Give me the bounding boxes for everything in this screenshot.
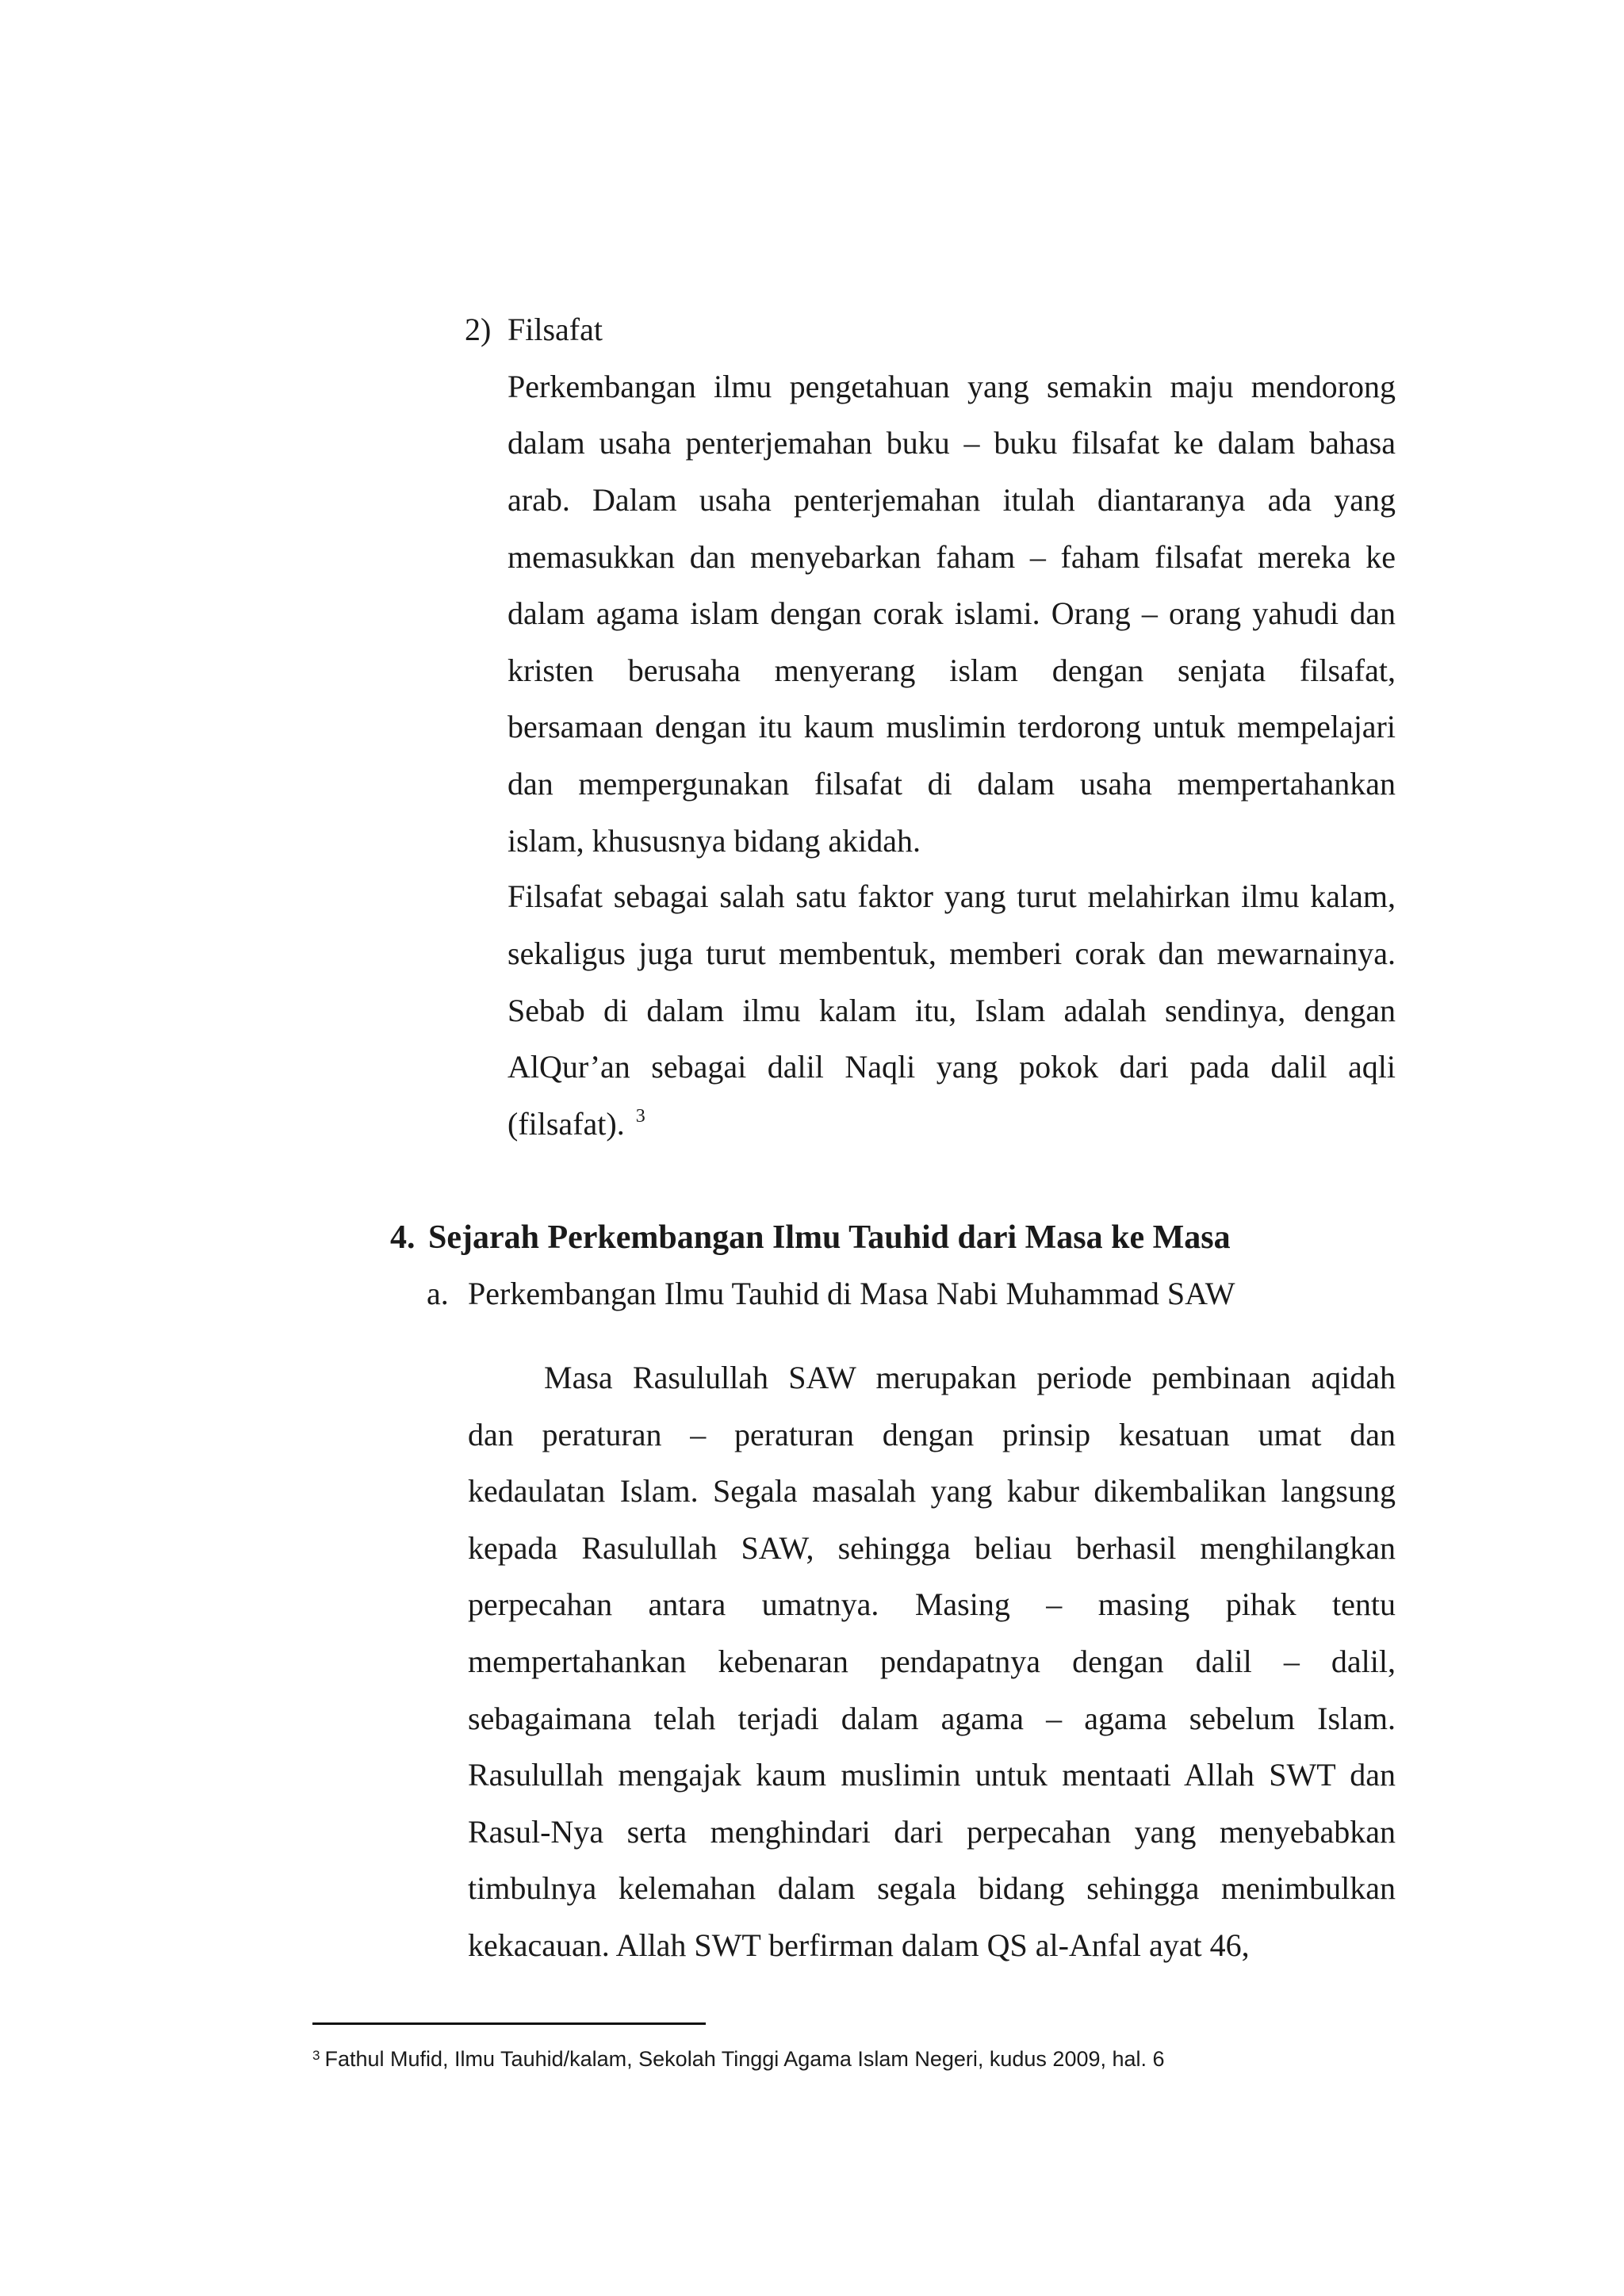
heading-number: 4. [390, 1219, 416, 1256]
text-line: dalam usaha penterjemahan buku – buku filsafat ke dalam bahasa [508, 425, 1396, 461]
text-line: kekacauan. Allah SWT berfirman dalam QS al-Anfal ayat 46, [468, 1927, 1250, 1963]
subsection-title: Filsafat [508, 312, 603, 347]
footnote-marker: 3 [312, 2048, 320, 2063]
text-line: kristen berusaha menyerang islam dengan senjata filsafat, [508, 652, 1396, 688]
footnote-separator [312, 2022, 706, 2025]
text-line: arab. Dalam usaha penterjemahan itulah diantaranya ada yang [508, 482, 1396, 518]
text-line: Masa Rasulullah SAW merupakan periode pembinaan aqidah [544, 1360, 1396, 1395]
text-line: bersamaan dengan itu kaum muslimin terdorong untuk mempelajari [508, 709, 1396, 744]
text-line: perpecahan antara umatnya. Masing – masing pihak tentu [468, 1586, 1396, 1622]
text-line: dan peraturan – peraturan dengan prinsip kesatuan umat dan [468, 1417, 1396, 1452]
text-line: Filsafat sebagai salah satu faktor yang turut melahirkan ilmu kalam, [508, 878, 1396, 914]
text-line: timbulnya kelemahan dalam segala bidang sehingga menimbulkan [468, 1870, 1396, 1906]
subsection-title: Perkembangan Ilmu Tauhid di Masa Nabi Muhammad SAW [468, 1276, 1235, 1311]
list-number: 2) [465, 312, 492, 347]
text-line [508, 1105, 1396, 1143]
text-line: sebagaimana telah terjadi dalam agama – agama sebelum Islam. [468, 1701, 1396, 1736]
text-line: dalam agama islam dengan corak islami. Orang – orang yahudi dan [508, 595, 1396, 631]
footnote [312, 2045, 1165, 2072]
text-line: memasukkan dan menyebarkan faham – faham filsafat mereka ke [508, 539, 1396, 575]
text-segment: (filsafat). [508, 1106, 625, 1142]
section-heading [390, 1218, 1231, 1257]
text-line: kepada Rasulullah SAW, sehingga beliau berhasil menghilangkan [468, 1530, 1396, 1566]
text-line: AlQur’an sebagai dalil Naqli yang pokok dari pada dalil aqli [508, 1049, 1396, 1085]
footnote-text: Fathul Mufid, Ilmu Tauhid/kalam, Sekolah Tinggi Agama Islam Negeri, kudus 2009, hal. 6 [324, 2047, 1165, 2071]
heading-title: Sejarah Perkembangan Ilmu Tauhid dari Masa ke Masa [428, 1219, 1231, 1256]
text-line: Perkembangan ilmu pengetahuan yang semakin maju mendorong [508, 369, 1396, 404]
text-line: sekaligus juga turut membentuk, memberi corak dan mewarnainya. [508, 936, 1396, 971]
text-line: mempertahankan kebenaran pendapatnya dengan dalil – dalil, [468, 1644, 1396, 1679]
text-line: islam, khususnya bidang akidah. [508, 823, 921, 859]
text-line: dan mempergunakan filsafat di dalam usaha mempertahankan [508, 766, 1396, 802]
text-line: Sebab di dalam ilmu kalam itu, Islam adalah sendinya, dengan [508, 993, 1396, 1028]
list-letter: a. [427, 1276, 449, 1311]
text-line: kedaulatan Islam. Segala masalah yang kabur dikembalikan langsung [468, 1473, 1396, 1509]
footnote-reference[interactable]: 3 [635, 1106, 645, 1127]
text-line: Rasul-Nya serta menghindari dari perpecahan yang menyebabkan [468, 1814, 1396, 1850]
text-line: Rasulullah mengajak kaum muslimin untuk mentaati Allah SWT dan [468, 1757, 1396, 1793]
